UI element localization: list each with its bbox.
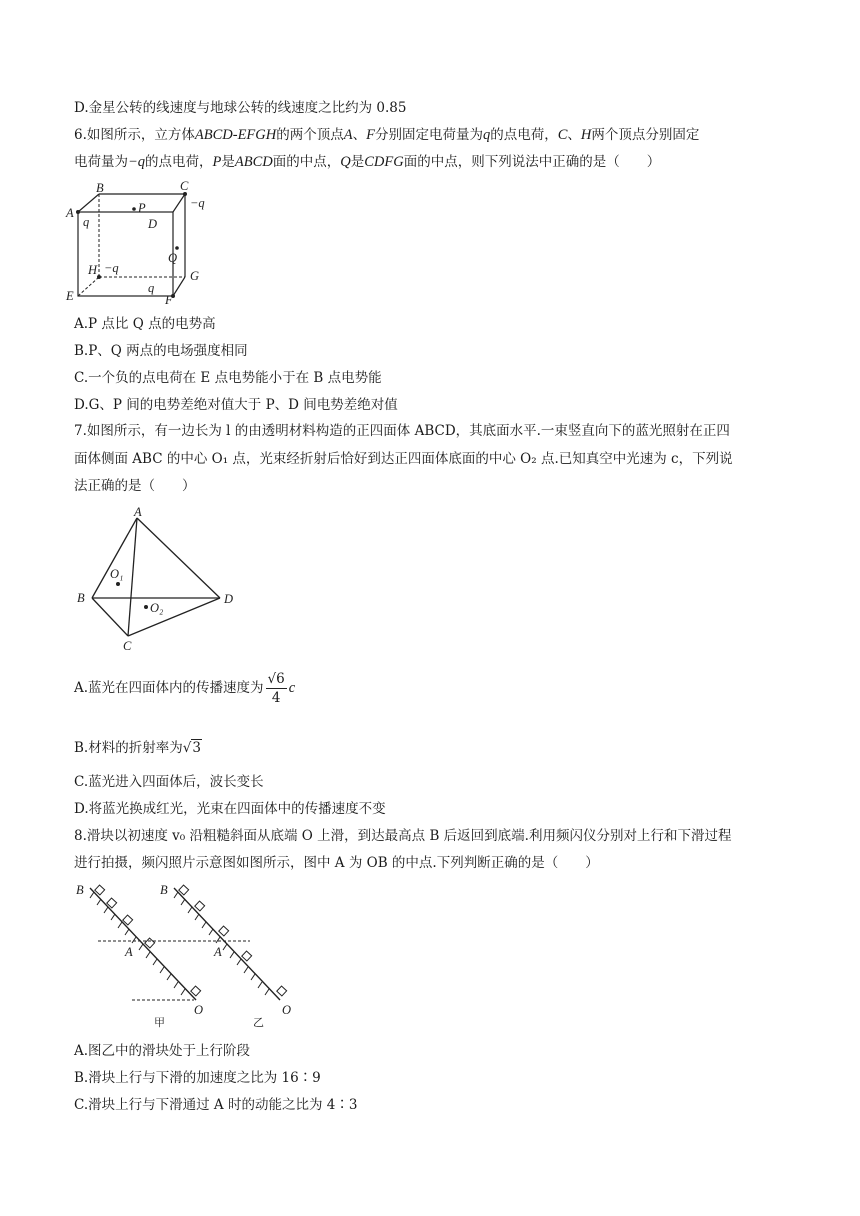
slope-yi-label-b: B — [160, 883, 168, 897]
question-8-line-2: 进行拍摄，频闪照片示意图如图所示，图中 A 为 OB 的中点.下列判断正确的是（ ） — [74, 855, 599, 871]
option-6a: A.P 点比 Q 点的电势高 — [74, 316, 216, 332]
tetrahedron-figure — [72, 506, 242, 656]
cube-charge-h: −q — [104, 261, 119, 275]
option-8a: A.图乙中的滑块处于上行阶段 — [74, 1043, 251, 1059]
cube-label-b: B — [96, 181, 104, 195]
cube-label-f: F — [165, 293, 173, 307]
fraction-sqrt6-over-4: $\frac{√6}{4}$ — [267, 671, 285, 706]
question-7-line-1: 7.如图所示，有一边长为 l 的由透明材料构造的正四面体 ABCD，其底面水平.一束竖直向下的蓝光照射在正四 — [74, 423, 730, 439]
question-8-line-1: 8.滑块以初速度 v₀ 沿粗糙斜面从底端 O 上滑，到达最高点 B 后返回到底端.利用频闪仪分别对上行和下滑过程 — [74, 828, 732, 844]
cube-label-e: E — [66, 289, 74, 303]
cube-label-p: P — [138, 201, 146, 215]
slope-yi-label-o: O — [282, 1003, 292, 1017]
cube-charge-f: q — [148, 281, 155, 295]
slope-caption-jia: 甲 — [154, 1016, 165, 1029]
cube-label-g: G — [190, 269, 200, 283]
option-7a: A.蓝光在四面体内的传播速度为 $\frac{√6}{4}$ c — [74, 671, 296, 706]
cube-charge-c: −q — [190, 196, 205, 210]
cube-figure — [66, 179, 206, 307]
slope-yi — [174, 885, 287, 1000]
option-6b: B.P、Q 两点的电场强度相同 — [74, 343, 248, 359]
cube-label-c: C — [180, 179, 189, 193]
tetra-label-c: C — [123, 639, 132, 653]
tetra-label-o1: O₁ — [110, 567, 124, 581]
slope-jia-label-o: O — [194, 1003, 204, 1017]
question-7-line-2: 面体侧面 ABC 的中心 O₁ 点，光束经折射后恰好到达正四面体底面的中心 O₂ 点.已知真空中光速为 c，下列说 — [74, 451, 733, 467]
option-5d: D.金星公转的线速度与地球公转的线速度之比约为 0.85 — [74, 100, 407, 116]
option-6c: C.一个负的点电荷在 E 点电势能小于在 B 点电势能 — [74, 370, 382, 386]
tetra-label-o2: O₂ — [150, 601, 164, 615]
cube-label-q: Q — [168, 251, 178, 265]
option-8c: C.滑块上行与下滑通过 A 时的动能之比为 4∶3 — [74, 1097, 358, 1113]
option-7c: C.蓝光进入四面体后，波长变长 — [74, 774, 264, 790]
tetra-label-a: A — [134, 505, 142, 519]
tetra-label-d: D — [224, 592, 234, 606]
option-6d: D.G、P 间的电势差绝对值大于 P、D 间电势差绝对值 — [74, 397, 398, 413]
slope-jia-label-a: A — [125, 945, 133, 959]
question-7-line-3: 法正确的是（ ） — [74, 478, 196, 494]
tetra-label-b: B — [77, 591, 85, 605]
slope-figure — [70, 880, 310, 1030]
option-7d: D.将蓝光换成红光，光束在四面体中的传播速度不变 — [74, 801, 386, 817]
slope-yi-label-a: A — [214, 945, 222, 959]
cube-label-a: A — [66, 206, 74, 220]
option-7b: B.材料的折射率为√3 — [74, 740, 201, 756]
question-6-line-1: 6.如图所示，立方体ABCD-EFGH的两个顶点A、F分别固定电荷量为q的点电荷，C、H两个顶点分别固定 — [74, 127, 700, 143]
option-8b: B.滑块上行与下滑的加速度之比为 16∶9 — [74, 1070, 321, 1086]
slope-caption-yi: 乙 — [253, 1016, 264, 1029]
cube-label-h: H — [88, 263, 98, 277]
question-6-line-2: 电荷量为−q的点电荷，P是ABCD面的中点，Q是CDFG面的中点，则下列说法中正确的是（ ） — [74, 154, 661, 170]
cube-charge-a: q — [83, 215, 90, 229]
cube-label-d: D — [148, 217, 158, 231]
slope-jia-label-b: B — [76, 883, 84, 897]
